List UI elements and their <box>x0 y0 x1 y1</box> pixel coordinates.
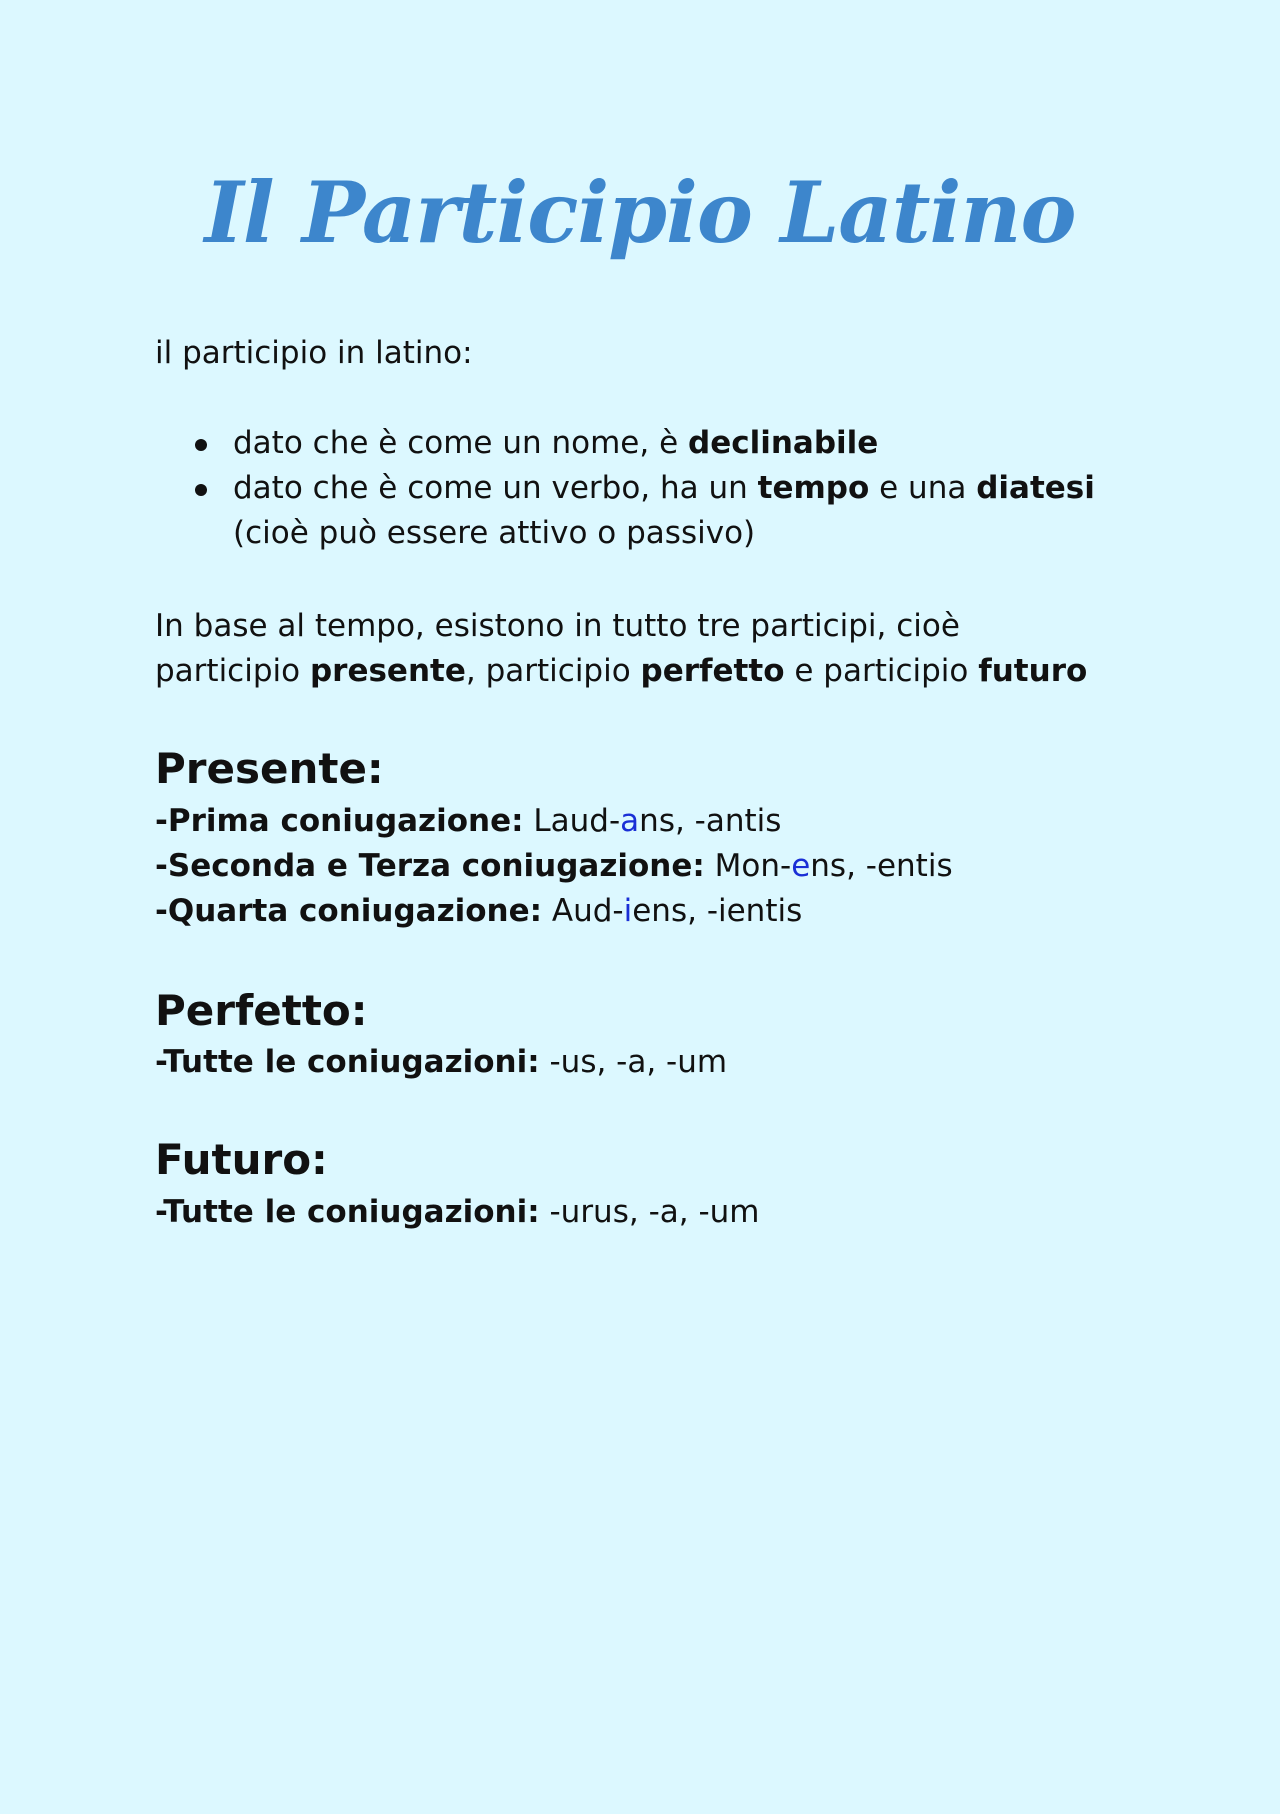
conjugation-row: -Prima coniugazione: Laud-ans, -antis <box>155 803 782 839</box>
section-futuro-rows <box>155 1190 1140 1235</box>
conjugation-row: -Quarta coniugazione: Aud-iens, -ientis <box>155 893 803 929</box>
bullet-dot-icon <box>195 484 207 496</box>
bullet-dot-icon <box>195 439 207 451</box>
list-item: dato che è come un nome, è declinabile <box>155 421 1150 466</box>
conjugation-row: -Seconda e Terza coniugazione: Mon-ens, -entis <box>155 848 953 884</box>
page-title: Il Participio Latino <box>204 163 1076 262</box>
conjugation-row: -Tutte le coniugazioni: -us, -a, -um <box>155 1044 728 1080</box>
bullet-list <box>155 421 1150 556</box>
section-heading-futuro: Futuro: <box>155 1135 328 1184</box>
tempo-line-1: In base al tempo, esistono in tutto tre participi, cioè <box>155 608 960 644</box>
section-heading-presente: Presente: <box>155 744 384 793</box>
section-heading-perfetto: Perfetto: <box>155 986 368 1035</box>
section-perfetto-rows <box>155 1040 1140 1085</box>
list-item: dato che è come un verbo, ha un tempo e una diatesi (cioè può essere attivo o passivo) <box>155 466 1150 556</box>
intro-text: il participio in latino: <box>155 335 473 371</box>
conjugation-row: -Tutte le coniugazioni: -urus, -a, -um <box>155 1194 760 1230</box>
tempo-paragraph <box>155 604 1140 694</box>
section-presente-rows <box>155 799 1140 934</box>
tempo-line-2: participio presente, participio perfetto e participio futuro <box>155 653 1088 689</box>
